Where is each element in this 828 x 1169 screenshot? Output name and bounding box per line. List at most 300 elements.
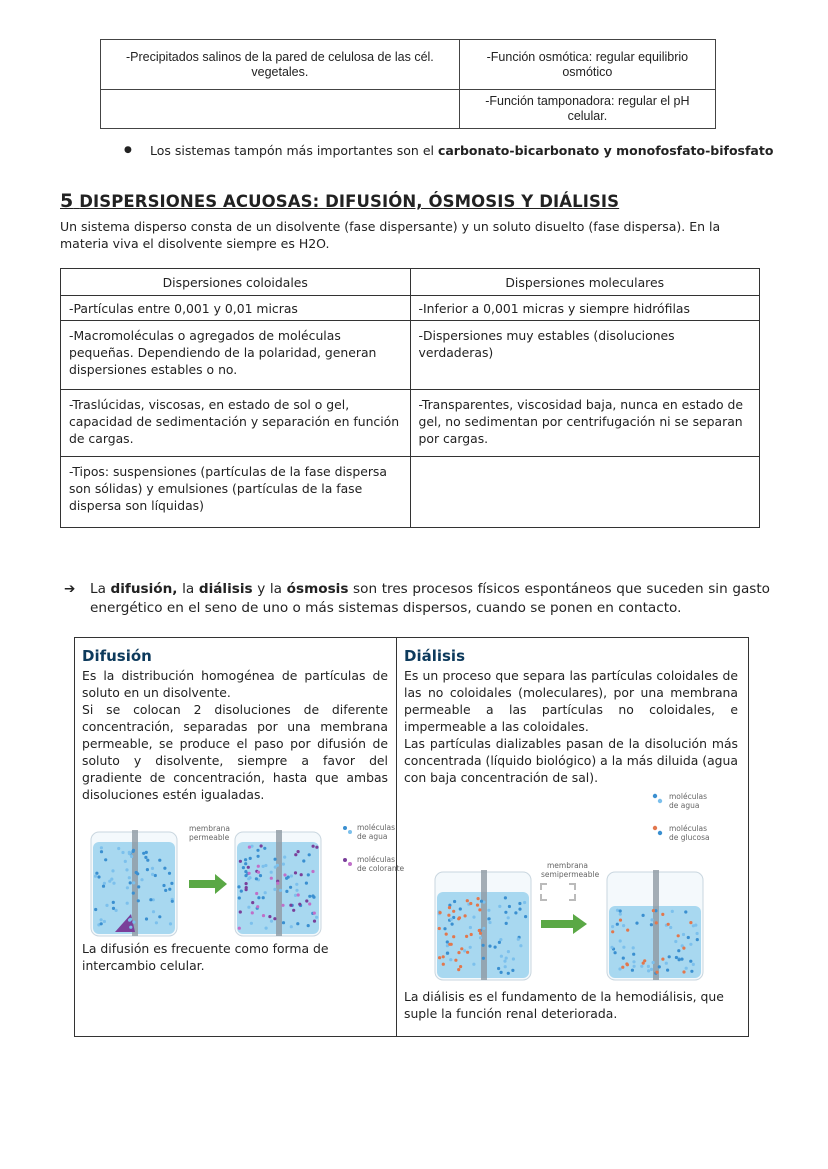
particle-dot (626, 929, 629, 932)
particle-dot (295, 889, 298, 892)
particle-dot (692, 963, 695, 966)
membrane-label: semipermeable (541, 870, 600, 879)
membrane-label: membrana (547, 861, 589, 870)
table-cell: -Transparentes, viscosidad baja, nunca en estado de gel, no sedimentan por centrifugación ni se separan por cargas. (410, 390, 760, 457)
particle-dot (621, 966, 624, 969)
particle-dot (103, 920, 106, 923)
particle-dot (514, 911, 517, 914)
particle-dot (494, 946, 497, 949)
particle-dot (276, 882, 279, 885)
section-heading (60, 190, 619, 212)
particle-dot (642, 914, 645, 917)
particle-dot (647, 969, 650, 972)
table-cell: -Traslúcidas, viscosas, en estado de sol o gel, capacidad de sedimentación y separación en función de cargas. (61, 390, 411, 457)
bullet-icon: ● (124, 145, 132, 155)
particle-dot (619, 919, 622, 922)
particle-dot (622, 957, 625, 960)
particle-dot (270, 877, 273, 880)
particle-dot (517, 938, 520, 941)
particle-dot (464, 914, 467, 917)
particle-dot (312, 845, 315, 848)
dialisis-explanation: Las partículas dializables pasan de la disolución más concentrada (líquido biológico) a la más diluida (agua con baja concentración de sal). (404, 736, 738, 785)
particle-dot (689, 921, 692, 924)
particle-dot (633, 965, 636, 968)
particle-dot (163, 867, 166, 870)
particle-dot (290, 925, 293, 928)
particle-dot (126, 886, 129, 889)
particle-dot (619, 909, 622, 912)
legend-water (653, 792, 707, 810)
particle-dot (677, 934, 680, 937)
particle-dot (289, 886, 292, 889)
table-cell: -Función osmótica: regular equilibrio osmótico (459, 40, 715, 90)
particle-dot (661, 913, 664, 916)
particle-dot (445, 933, 448, 936)
particle-dot (263, 847, 266, 850)
difusion-caption: La difusión es frecuente como forma de intercambio celular. (82, 941, 329, 973)
particle-dot (685, 967, 688, 970)
particle-dot (448, 906, 451, 909)
particle-dot (152, 910, 155, 913)
particle-dot (238, 927, 241, 930)
column-divider (396, 638, 397, 1036)
particle-dot (121, 851, 124, 854)
membrane-label: membrana (189, 824, 231, 833)
particle-dot (442, 963, 445, 966)
particle-dot (666, 969, 669, 972)
particle-dot (619, 939, 622, 942)
particle-dot (110, 878, 113, 881)
arrow-icon: ➔ (64, 581, 76, 597)
particle-dot (257, 871, 260, 874)
dispersions-table (60, 268, 760, 528)
particle-dot (466, 951, 469, 954)
particle-dot (250, 922, 253, 925)
particle-dot (446, 952, 449, 955)
particle-dot (631, 969, 634, 972)
particle-dot (262, 914, 265, 917)
particle-dot (500, 971, 503, 974)
particle-dot (279, 889, 282, 892)
particle-dot (297, 850, 300, 853)
particle-dot (256, 849, 259, 852)
particle-dot (667, 923, 670, 926)
particle-dot (255, 892, 258, 895)
particle-dot (94, 908, 97, 911)
particle-dot (262, 865, 265, 868)
particle-dot (507, 972, 510, 975)
particle-dot (477, 897, 480, 900)
particle-dot (255, 877, 258, 880)
dialisis-figure (407, 788, 743, 984)
particle-dot (130, 855, 133, 858)
term-dialisis: diálisis (198, 581, 253, 597)
particle-dot (619, 913, 622, 916)
particle-dot (100, 846, 103, 849)
particle-dot (260, 844, 263, 847)
particle-dot (237, 885, 240, 888)
particle-dot (652, 961, 655, 964)
particle-dot (307, 924, 310, 927)
particle-dot (94, 875, 97, 878)
particle-dot (505, 957, 508, 960)
particle-dot (274, 858, 277, 861)
particle-dot (689, 943, 692, 946)
particle-dot (128, 919, 131, 922)
particle-dot (292, 909, 295, 912)
particle-dot (239, 860, 242, 863)
particle-dot (655, 971, 658, 974)
table-cell: -Dispersiones muy estables (disoluciones verdaderas) (410, 321, 760, 390)
particle-dot (696, 932, 699, 935)
particle-dot (465, 935, 468, 938)
particle-dot (668, 955, 671, 958)
particle-dot (614, 951, 617, 954)
particle-dot (128, 876, 131, 879)
particle-dot (132, 850, 135, 853)
table-cell: -Precipitados salinos de la pared de celulosa de las cél. vegetales. (101, 40, 460, 90)
particle-dot (504, 965, 507, 968)
svg-text:de colorante: de colorante (357, 864, 405, 873)
particle-dot (270, 871, 273, 874)
particle-dot (295, 883, 298, 886)
particle-dot (459, 907, 462, 910)
particle-dot (244, 862, 247, 865)
particle-dot (611, 925, 614, 928)
particle-dot (307, 873, 310, 876)
legend-water (343, 823, 395, 841)
particle-dot (469, 946, 472, 949)
particle-dot (112, 882, 115, 885)
particle-dot (457, 951, 460, 954)
particle-dot (518, 902, 521, 905)
particle-dot (164, 889, 167, 892)
particle-dot (296, 922, 299, 925)
particle-dot (132, 892, 135, 895)
beaker-final (607, 870, 703, 980)
particle-dot (439, 911, 442, 914)
particle-dot (144, 856, 147, 859)
particle-dot (282, 921, 285, 924)
table-header: Dispersiones moleculares (410, 269, 760, 296)
particle-dot (616, 909, 619, 912)
legend-glucose (653, 824, 710, 842)
particle-dot (463, 949, 466, 952)
particle-dot (687, 936, 690, 939)
difusion-definition: Es la distribución homogénea de partículas de soluto en un disolvente. (82, 668, 388, 700)
particle-dot (472, 916, 475, 919)
svg-text:moléculas: moléculas (357, 855, 396, 864)
section-number: 5 (60, 190, 74, 212)
particle-dot (294, 894, 297, 897)
beaker-initial (91, 830, 177, 936)
particle-dot (168, 888, 171, 891)
particle-dot (647, 965, 650, 968)
particle-dot (105, 904, 108, 907)
particle-dot (479, 932, 482, 935)
particle-dot (449, 958, 452, 961)
particle-dot (632, 946, 635, 949)
particle-dot (137, 899, 140, 902)
particle-dot (273, 888, 276, 891)
particle-dot (244, 858, 247, 861)
particle-dot (640, 965, 643, 968)
particle-dot (247, 906, 250, 909)
particle-dot (264, 864, 267, 867)
particle-dot (169, 922, 172, 925)
particle-dot (103, 882, 106, 885)
particle-dot (115, 909, 118, 912)
particle-dot (458, 916, 461, 919)
particle-dot (248, 872, 251, 875)
particle-dot (635, 922, 638, 925)
particle-dot (265, 927, 268, 930)
particle-dot (273, 917, 276, 920)
particle-dot (642, 962, 645, 965)
particle-dot (308, 853, 311, 856)
particle-dot (470, 933, 473, 936)
particle-dot (661, 958, 664, 961)
particle-dot (257, 855, 260, 858)
table-cell: -Inferior a 0,001 micras y siempre hidrófilas (410, 296, 760, 321)
particle-dot (655, 921, 658, 924)
particle-dot (124, 860, 127, 863)
particle-dot (469, 926, 472, 929)
particle-dot (135, 871, 138, 874)
particle-dot (294, 853, 297, 856)
particle-dot (652, 909, 655, 912)
particle-dot (616, 923, 619, 926)
dialisis-definition: Es un proceso que separa las partículas coloidales de las no coloidales (moleculares), por una membrana permeable a las partículas no coloidales, e impermeable a las coloidales. (404, 668, 738, 734)
particle-dot (283, 856, 286, 859)
particle-dot (111, 869, 114, 872)
particle-dot (487, 909, 490, 912)
particle-dot (499, 938, 502, 941)
particle-dot (650, 918, 653, 921)
particle-dot (95, 872, 98, 875)
particle-dot (308, 895, 311, 898)
particle-dot (674, 940, 677, 943)
particle-dot (452, 935, 455, 938)
process-arrow-icon (541, 914, 587, 934)
particle-dot (104, 858, 107, 861)
bullet-bold-text: carbonato-bicarbonato y monofosfato-bifosfato (437, 143, 774, 158)
particle-dot (452, 910, 455, 913)
particle-dot (618, 967, 621, 970)
table-cell: -Tipos: suspensiones (partículas de la fase dispersa son sólidas) y emulsiones (partículas de la fase dispersa son líquidas) (61, 457, 411, 528)
particle-dot (102, 885, 105, 888)
svg-text:moléculas: moléculas (669, 824, 708, 833)
section-title: DISPERSIONES ACUOSAS: DIFUSIÓN, ÓSMOSIS Y DIÁLISIS (79, 192, 620, 211)
section-intro: Un sistema disperso consta de un disolvente (fase dispersante) y un soluto disuelto (fase dispersa). En la materia viva el disolvente siempre es H2O. (60, 219, 721, 251)
table-cell: -Función tamponadora: regular el pH celular. (459, 90, 715, 129)
difusion-figure (85, 820, 405, 940)
particle-dot (257, 896, 260, 899)
particle-dot (245, 886, 248, 889)
processes-box (74, 637, 749, 1037)
particle-dot (170, 882, 173, 885)
dialisis-column (404, 648, 738, 786)
dialisis-caption: La diálisis es el fundamento de la hemodiálisis, que suple la función renal deteriorada. (404, 989, 724, 1021)
particle-dot (129, 881, 132, 884)
particle-dot (488, 917, 491, 920)
particle-dot (451, 923, 454, 926)
particle-dot (100, 850, 103, 853)
particle-dot (240, 890, 243, 893)
particle-dot (503, 960, 506, 963)
particle-dot (128, 851, 131, 854)
particle-dot (259, 874, 262, 877)
particle-dot (478, 929, 481, 932)
svg-text:moléculas: moléculas (357, 823, 396, 832)
difusion-explanation: Si se colocan 2 disoluciones de diferente concentración, separadas por una membrana permeable, se produce el paso por difusión de soluto y disolvente, siempre a favor del gradiente de concentración, hasta que ambas disoluciones estén igualadas. (82, 702, 388, 802)
particle-dot (482, 944, 485, 947)
table-cell (101, 90, 460, 129)
svg-text:de glucosa: de glucosa (669, 833, 710, 842)
particle-dot (610, 946, 613, 949)
particle-dot (270, 920, 273, 923)
particle-dot (692, 924, 695, 927)
particle-dot (282, 863, 285, 866)
particle-dot (466, 899, 469, 902)
particle-dot (478, 908, 481, 911)
particle-dot (315, 916, 318, 919)
table-cell: -Partículas entre 0,001 y 0,01 micras (61, 296, 411, 321)
particle-dot (669, 926, 672, 929)
particle-dot (622, 924, 625, 927)
particle-dot (158, 915, 161, 918)
particle-dot (151, 867, 154, 870)
particle-dot (305, 899, 308, 902)
particle-dot (682, 933, 685, 936)
particle-dot (460, 947, 463, 950)
particle-dot (507, 916, 510, 919)
particle-dot (281, 904, 284, 907)
particle-dot (100, 922, 103, 925)
particle-dot (142, 852, 145, 855)
particle-dot (682, 970, 685, 973)
particle-dot (151, 873, 154, 876)
particle-dot (511, 969, 514, 972)
particle-dot (480, 900, 483, 903)
particle-dot (257, 865, 260, 868)
particle-dot (671, 910, 674, 913)
particle-dot (126, 902, 129, 905)
particle-dot (488, 945, 491, 948)
particle-dot (264, 891, 267, 894)
particle-dot (658, 965, 661, 968)
particle-dot (504, 896, 507, 899)
difusion-column (82, 648, 388, 803)
particle-dot (162, 884, 165, 887)
particle-dot (689, 960, 692, 963)
particle-dot (247, 866, 250, 869)
particle-dot (690, 970, 693, 973)
particle-dot (508, 905, 511, 908)
particle-dot (294, 871, 297, 874)
dialisis-title: Diálisis (404, 647, 465, 665)
particle-dot (505, 922, 508, 925)
particle-dot (287, 876, 290, 879)
table-header: Dispersiones coloidales (61, 269, 411, 296)
particle-dot (438, 956, 441, 959)
table-cell: -Macromoléculas o agregados de moléculas pequeñas. Dependiendo de la polaridad, generan dispersiones estables o no. (61, 321, 411, 390)
particle-dot (129, 926, 132, 929)
particle-dot (132, 921, 135, 924)
particle-dot (684, 910, 687, 913)
particle-dot (315, 846, 318, 849)
particle-dot (242, 866, 245, 869)
particle-dot (650, 968, 653, 971)
particle-dot (305, 882, 308, 885)
particle-dot (251, 911, 254, 914)
particle-dot (313, 920, 316, 923)
membrane-label: permeable (189, 833, 230, 842)
particle-dot (149, 898, 152, 901)
particle-dot (251, 901, 254, 904)
particle-dot (289, 904, 292, 907)
particle-dot (450, 918, 453, 921)
term-osmosis: ósmosis (286, 581, 349, 597)
particle-dot (500, 955, 503, 958)
particle-dot (274, 866, 277, 869)
particle-dot (239, 910, 242, 913)
particle-dot (146, 859, 149, 862)
particle-dot (158, 859, 161, 862)
particle-dot (675, 956, 678, 959)
particle-dot (482, 957, 485, 960)
particle-dot (248, 846, 251, 849)
particle-dot (302, 859, 305, 862)
particle-dot (507, 950, 510, 953)
particle-dot (519, 944, 522, 947)
particle-dot (168, 872, 171, 875)
particle-dot (313, 912, 316, 915)
particle-dot (498, 905, 501, 908)
particle-dot (454, 959, 457, 962)
particle-dot (308, 902, 311, 905)
particle-dot (504, 911, 507, 914)
particle-dot (248, 876, 251, 879)
particle-dot (447, 914, 450, 917)
particle-dot (298, 903, 301, 906)
particle-dot (443, 927, 446, 930)
particle-dot (626, 963, 629, 966)
particle-dot (256, 905, 259, 908)
particle-dot (472, 963, 475, 966)
particle-dot (155, 921, 158, 924)
particle-dot (696, 938, 699, 941)
particle-dot (125, 868, 128, 871)
particle-dot (300, 873, 303, 876)
particle-dot (285, 890, 288, 893)
particle-dot (512, 957, 515, 960)
svg-text:moléculas: moléculas (669, 792, 708, 801)
process-arrow-icon (189, 874, 227, 894)
svg-text:de agua: de agua (669, 801, 700, 810)
particle-dot (97, 875, 100, 878)
particle-dot (100, 918, 103, 921)
particle-dot (137, 885, 140, 888)
particle-dot (677, 949, 680, 952)
particle-dot (249, 857, 252, 860)
particle-dot (268, 915, 271, 918)
particle-dot (146, 868, 149, 871)
difusion-title: Difusión (82, 647, 152, 665)
particle-dot (442, 955, 445, 958)
particle-dot (632, 953, 635, 956)
particle-dot (488, 921, 491, 924)
